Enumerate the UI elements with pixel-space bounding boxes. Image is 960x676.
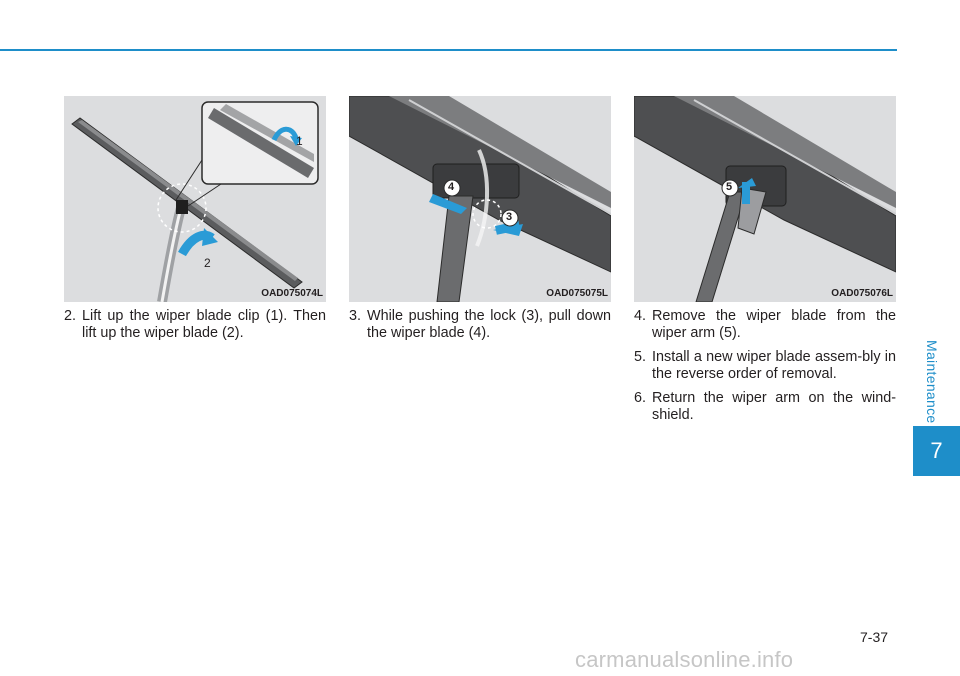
callout-4: 4	[448, 181, 455, 193]
step-text: Remove the wiper blade from the wiper arm (5).	[652, 308, 896, 341]
column-2-instructions	[349, 308, 611, 349]
figure-code: OAD075075L	[546, 288, 608, 299]
figure-blade-clip	[64, 96, 326, 302]
figure-code: OAD075074L	[261, 288, 323, 299]
callout-2: 2	[204, 256, 211, 270]
step-5	[634, 349, 896, 383]
column-1-instructions	[64, 308, 326, 349]
step-number: 6.	[634, 390, 647, 406]
step-text: Lift up the wiper blade clip (1). Then lift up the wiper blade (2).	[82, 308, 326, 341]
figure-lock-release	[349, 96, 611, 302]
chapter-tab: 7	[913, 426, 960, 476]
step-text: Install a new wiper blade assem-bly in the reverse order of removal.	[652, 349, 896, 382]
column-3-instructions	[634, 308, 896, 431]
step-number: 2.	[64, 308, 77, 324]
step-text: Return the wiper arm on the wind-shield.	[652, 390, 896, 423]
step-6	[634, 390, 896, 424]
step-number: 3.	[349, 308, 362, 324]
step-2	[64, 308, 326, 342]
header-rule	[0, 49, 897, 51]
page-number: 7-37	[860, 629, 889, 645]
step-3	[349, 308, 611, 342]
step-text: While pushing the lock (3), pull down the wiper blade (4).	[367, 308, 611, 341]
step-4	[634, 308, 896, 342]
figure-code: OAD075076L	[831, 288, 893, 299]
step-number: 5.	[634, 349, 647, 365]
step-number: 4.	[634, 308, 647, 324]
section-label: Maintenance	[924, 340, 940, 424]
wiper-lock-illustration	[349, 96, 611, 302]
wiper-blade-clip-illustration	[64, 96, 326, 302]
watermark: carmanualsonline.info	[575, 647, 794, 672]
callout-5: 5	[726, 181, 733, 193]
wiper-arm-illustration	[634, 96, 896, 302]
callout-1: 1	[296, 134, 303, 148]
callout-3: 3	[506, 211, 513, 223]
figure-remove-blade	[634, 96, 896, 302]
